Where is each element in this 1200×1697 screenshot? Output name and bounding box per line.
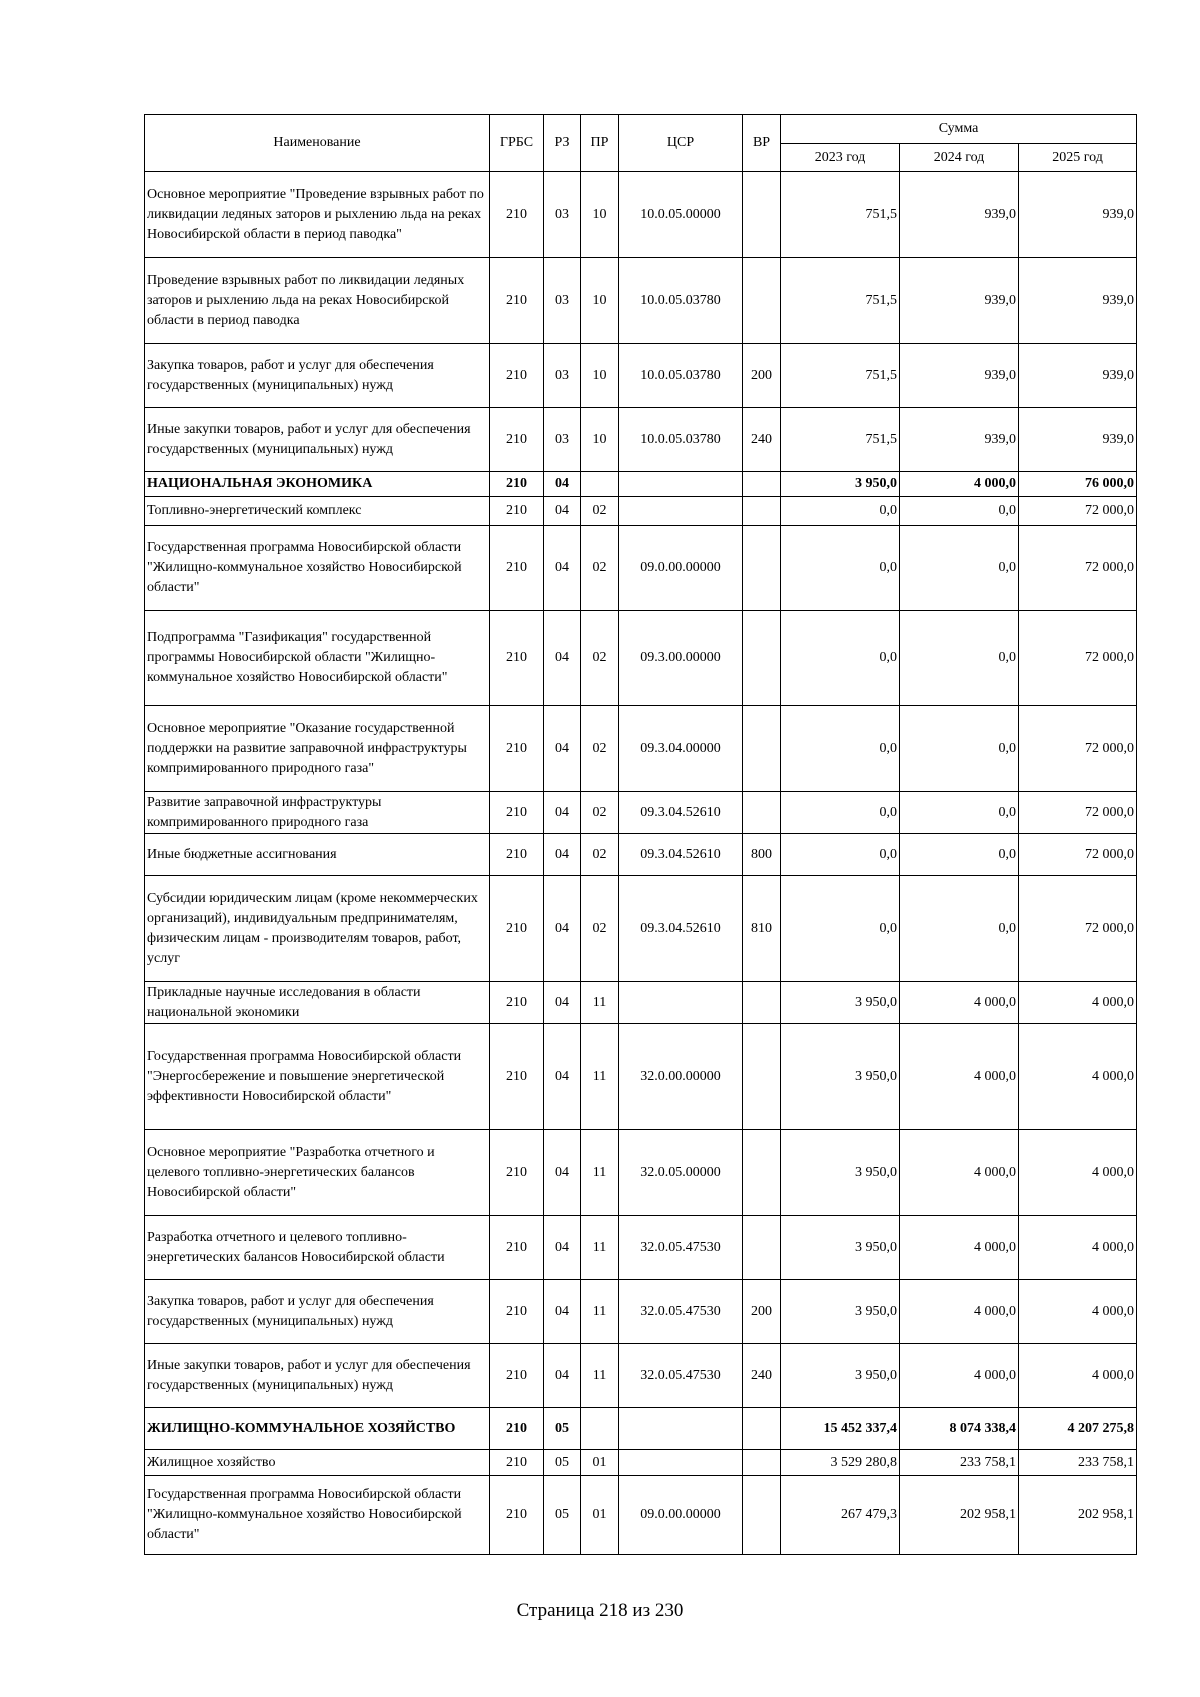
- cell-rz: 03: [544, 258, 581, 344]
- cell-name: Подпрограмма "Газификация" государственной программы Новосибирской области "Жилищно-коммунальное хозяйство Новосибирской области": [145, 611, 490, 706]
- cell-csr: 10.0.05.03780: [619, 344, 743, 408]
- cell-grbs: 210: [490, 172, 544, 258]
- cell-name: Прикладные научные исследования в области национальной экономики: [145, 982, 490, 1024]
- cell-pr: 02: [581, 706, 619, 792]
- cell-grbs: 210: [490, 497, 544, 526]
- cell-name: ЖИЛИЩНО-КОММУНАЛЬНОЕ ХОЗЯЙСТВО: [145, 1408, 490, 1450]
- cell-csr: 10.0.05.03780: [619, 408, 743, 472]
- cell-y2023: 751,5: [781, 258, 900, 344]
- table-row: [145, 172, 1137, 258]
- header-vr: ВР: [743, 115, 781, 172]
- cell-vr: [743, 172, 781, 258]
- cell-rz: 04: [544, 982, 581, 1024]
- cell-grbs: 210: [490, 1216, 544, 1280]
- cell-rz: 04: [544, 834, 581, 876]
- cell-csr: [619, 1408, 743, 1450]
- cell-y2023: 3 950,0: [781, 1024, 900, 1130]
- table-row: [145, 526, 1137, 611]
- cell-vr: [743, 1476, 781, 1555]
- cell-y2024: 0,0: [900, 876, 1019, 982]
- cell-rz: 04: [544, 497, 581, 526]
- cell-name: Проведение взрывных работ по ликвидации ледяных заторов и рыхлению льда на реках Новосибирской области в период паводка: [145, 258, 490, 344]
- header-name: Наименование: [145, 115, 490, 172]
- cell-pr: 10: [581, 408, 619, 472]
- cell-y2024: 202 958,1: [900, 1476, 1019, 1555]
- cell-y2023: 751,5: [781, 344, 900, 408]
- cell-pr: 02: [581, 526, 619, 611]
- cell-vr: [743, 526, 781, 611]
- cell-rz: 04: [544, 706, 581, 792]
- cell-y2023: 3 950,0: [781, 472, 900, 497]
- cell-vr: [743, 982, 781, 1024]
- cell-vr: [743, 611, 781, 706]
- cell-rz: 04: [544, 611, 581, 706]
- cell-csr: 10.0.05.03780: [619, 258, 743, 344]
- cell-csr: [619, 472, 743, 497]
- cell-y2025: 4 000,0: [1019, 1344, 1137, 1408]
- cell-csr: [619, 982, 743, 1024]
- header-csr: ЦСР: [619, 115, 743, 172]
- cell-csr: 10.0.05.00000: [619, 172, 743, 258]
- table-row: [145, 834, 1137, 876]
- cell-rz: 03: [544, 344, 581, 408]
- cell-rz: 04: [544, 472, 581, 497]
- cell-csr: 09.0.00.00000: [619, 1476, 743, 1555]
- cell-y2025: 4 000,0: [1019, 1216, 1137, 1280]
- cell-csr: [619, 1450, 743, 1476]
- cell-pr: 01: [581, 1450, 619, 1476]
- cell-y2023: 3 950,0: [781, 1344, 900, 1408]
- cell-vr: [743, 258, 781, 344]
- cell-vr: [743, 1408, 781, 1450]
- header-rz: РЗ: [544, 115, 581, 172]
- cell-vr: [743, 1130, 781, 1216]
- cell-rz: 05: [544, 1476, 581, 1555]
- table-row: [145, 1130, 1137, 1216]
- table-row: [145, 408, 1137, 472]
- cell-y2024: 4 000,0: [900, 1344, 1019, 1408]
- table-row: [145, 344, 1137, 408]
- header-2024: 2024 год: [900, 144, 1019, 172]
- cell-pr: 11: [581, 1130, 619, 1216]
- table-row: [145, 706, 1137, 792]
- cell-vr: [743, 706, 781, 792]
- cell-name: Государственная программа Новосибирской области "Жилищно-коммунальное хозяйство Новосибирской области": [145, 526, 490, 611]
- budget-table: [144, 114, 1137, 1555]
- cell-csr: [619, 497, 743, 526]
- table-body: [145, 172, 1137, 1555]
- cell-y2023: 3 950,0: [781, 982, 900, 1024]
- cell-y2025: 72 000,0: [1019, 792, 1137, 834]
- cell-y2023: 3 950,0: [781, 1130, 900, 1216]
- table-row: [145, 497, 1137, 526]
- cell-y2023: 0,0: [781, 706, 900, 792]
- cell-vr: [743, 1216, 781, 1280]
- cell-y2024: 0,0: [900, 497, 1019, 526]
- cell-vr: 200: [743, 344, 781, 408]
- cell-csr: 09.3.04.52610: [619, 792, 743, 834]
- table-row: [145, 1450, 1137, 1476]
- cell-y2024: 8 074 338,4: [900, 1408, 1019, 1450]
- cell-name: Развитие заправочной инфраструктуры компримированного природного газа: [145, 792, 490, 834]
- cell-name: Закупка товаров, работ и услуг для обеспечения государственных (муниципальных) нужд: [145, 344, 490, 408]
- cell-y2023: 0,0: [781, 792, 900, 834]
- cell-name: Субсидии юридическим лицам (кроме некоммерческих организаций), индивидуальным предпринимателям, физическим лицам - производителям товаров, работ, услуг: [145, 876, 490, 982]
- cell-y2024: 939,0: [900, 344, 1019, 408]
- header-2023: 2023 год: [781, 144, 900, 172]
- cell-y2024: 0,0: [900, 526, 1019, 611]
- header-sum: Сумма: [781, 115, 1137, 144]
- cell-pr: 11: [581, 1344, 619, 1408]
- cell-vr: [743, 1450, 781, 1476]
- cell-y2025: 939,0: [1019, 172, 1137, 258]
- cell-rz: 05: [544, 1408, 581, 1450]
- cell-pr: 11: [581, 1024, 619, 1130]
- cell-name: Иные закупки товаров, работ и услуг для обеспечения государственных (муниципальных) нужд: [145, 1344, 490, 1408]
- cell-name: Иные закупки товаров, работ и услуг для обеспечения государственных (муниципальных) нужд: [145, 408, 490, 472]
- cell-y2025: 939,0: [1019, 344, 1137, 408]
- table-row: [145, 982, 1137, 1024]
- cell-name: Топливно-энергетический комплекс: [145, 497, 490, 526]
- table-row: [145, 1024, 1137, 1130]
- cell-rz: 03: [544, 408, 581, 472]
- cell-vr: [743, 497, 781, 526]
- cell-rz: 04: [544, 1344, 581, 1408]
- cell-rz: 04: [544, 876, 581, 982]
- cell-pr: 10: [581, 172, 619, 258]
- cell-y2023: 15 452 337,4: [781, 1408, 900, 1450]
- table-row: [145, 1476, 1137, 1555]
- cell-y2024: 939,0: [900, 172, 1019, 258]
- cell-grbs: 210: [490, 792, 544, 834]
- cell-grbs: 210: [490, 834, 544, 876]
- cell-y2025: 4 000,0: [1019, 1024, 1137, 1130]
- cell-y2023: 0,0: [781, 526, 900, 611]
- header-2025: 2025 год: [1019, 144, 1137, 172]
- cell-csr: 09.0.00.00000: [619, 526, 743, 611]
- cell-y2024: 4 000,0: [900, 1216, 1019, 1280]
- cell-y2023: 751,5: [781, 408, 900, 472]
- cell-y2023: 751,5: [781, 172, 900, 258]
- cell-y2025: 233 758,1: [1019, 1450, 1137, 1476]
- cell-y2024: 939,0: [900, 258, 1019, 344]
- cell-name: Государственная программа Новосибирской области "Энергосбережение и повышение энергетической эффективности Новосибирской области": [145, 1024, 490, 1130]
- cell-y2025: 76 000,0: [1019, 472, 1137, 497]
- cell-y2025: 72 000,0: [1019, 611, 1137, 706]
- header-grbs: ГРБС: [490, 115, 544, 172]
- cell-pr: 11: [581, 1216, 619, 1280]
- cell-grbs: 210: [490, 611, 544, 706]
- cell-name: Государственная программа Новосибирской области "Жилищно-коммунальное хозяйство Новосибирской области": [145, 1476, 490, 1555]
- cell-y2025: 72 000,0: [1019, 834, 1137, 876]
- cell-grbs: 210: [490, 1476, 544, 1555]
- cell-y2024: 4 000,0: [900, 472, 1019, 497]
- cell-grbs: 210: [490, 344, 544, 408]
- table-row: [145, 1344, 1137, 1408]
- cell-pr: 01: [581, 1476, 619, 1555]
- cell-csr: 32.0.05.47530: [619, 1280, 743, 1344]
- cell-y2023: 0,0: [781, 497, 900, 526]
- cell-grbs: 210: [490, 1280, 544, 1344]
- table-row: [145, 876, 1137, 982]
- table-row: [145, 1216, 1137, 1280]
- cell-y2023: 0,0: [781, 876, 900, 982]
- cell-y2024: 4 000,0: [900, 1130, 1019, 1216]
- cell-pr: 02: [581, 792, 619, 834]
- cell-vr: [743, 1024, 781, 1130]
- cell-y2024: 939,0: [900, 408, 1019, 472]
- cell-name: Иные бюджетные ассигнования: [145, 834, 490, 876]
- cell-grbs: 210: [490, 408, 544, 472]
- cell-name: Закупка товаров, работ и услуг для обеспечения государственных (муниципальных) нужд: [145, 1280, 490, 1344]
- cell-y2025: 939,0: [1019, 408, 1137, 472]
- cell-grbs: 210: [490, 1024, 544, 1130]
- cell-rz: 04: [544, 1024, 581, 1130]
- cell-name: Основное мероприятие "Оказание государственной поддержки на развитие заправочной инфраструктуры компримированного природного газа": [145, 706, 490, 792]
- table-row: [145, 792, 1137, 834]
- cell-y2025: 72 000,0: [1019, 526, 1137, 611]
- cell-y2023: 0,0: [781, 611, 900, 706]
- cell-pr: 02: [581, 834, 619, 876]
- table-row: [145, 1280, 1137, 1344]
- cell-y2024: 0,0: [900, 611, 1019, 706]
- table-row: [145, 258, 1137, 344]
- cell-pr: [581, 1408, 619, 1450]
- cell-y2023: 267 479,3: [781, 1476, 900, 1555]
- table-row: [145, 472, 1137, 497]
- cell-y2025: 72 000,0: [1019, 706, 1137, 792]
- cell-y2025: 4 000,0: [1019, 982, 1137, 1024]
- cell-grbs: 210: [490, 982, 544, 1024]
- cell-y2025: 72 000,0: [1019, 497, 1137, 526]
- cell-csr: 09.3.00.00000: [619, 611, 743, 706]
- table-row: [145, 1408, 1137, 1450]
- cell-grbs: 210: [490, 1344, 544, 1408]
- cell-y2024: 4 000,0: [900, 982, 1019, 1024]
- cell-name: Жилищное хозяйство: [145, 1450, 490, 1476]
- cell-pr: 02: [581, 611, 619, 706]
- cell-grbs: 210: [490, 876, 544, 982]
- cell-name: НАЦИОНАЛЬНАЯ ЭКОНОМИКА: [145, 472, 490, 497]
- cell-grbs: 210: [490, 1408, 544, 1450]
- cell-csr: 32.0.00.00000: [619, 1024, 743, 1130]
- cell-csr: 09.3.04.52610: [619, 834, 743, 876]
- cell-name: Основное мероприятие "Разработка отчетного и целевого топливно-энергетических балансов Новосибирской области": [145, 1130, 490, 1216]
- cell-pr: 11: [581, 982, 619, 1024]
- cell-y2024: 0,0: [900, 792, 1019, 834]
- cell-rz: 05: [544, 1450, 581, 1476]
- cell-y2024: 4 000,0: [900, 1280, 1019, 1344]
- cell-rz: 04: [544, 1280, 581, 1344]
- cell-grbs: 210: [490, 526, 544, 611]
- cell-csr: 32.0.05.00000: [619, 1130, 743, 1216]
- table-row: [145, 611, 1137, 706]
- cell-y2024: 4 000,0: [900, 1024, 1019, 1130]
- cell-grbs: 210: [490, 472, 544, 497]
- cell-pr: 11: [581, 1280, 619, 1344]
- cell-pr: 10: [581, 258, 619, 344]
- cell-rz: 04: [544, 1130, 581, 1216]
- cell-y2024: 0,0: [900, 834, 1019, 876]
- cell-pr: 02: [581, 497, 619, 526]
- cell-pr: 02: [581, 876, 619, 982]
- cell-y2025: 939,0: [1019, 258, 1137, 344]
- cell-csr: 09.3.04.00000: [619, 706, 743, 792]
- cell-grbs: 210: [490, 706, 544, 792]
- cell-y2023: 3 950,0: [781, 1280, 900, 1344]
- header-pr: ПР: [581, 115, 619, 172]
- cell-y2023: 3 950,0: [781, 1216, 900, 1280]
- cell-name: Основное мероприятие "Проведение взрывных работ по ликвидации ледяных заторов и рыхлению льда на реках Новосибирской области в период паводка": [145, 172, 490, 258]
- cell-vr: [743, 792, 781, 834]
- cell-y2025: 72 000,0: [1019, 876, 1137, 982]
- cell-y2025: 4 000,0: [1019, 1130, 1137, 1216]
- cell-y2024: 0,0: [900, 706, 1019, 792]
- cell-grbs: 210: [490, 258, 544, 344]
- cell-y2025: 202 958,1: [1019, 1476, 1137, 1555]
- cell-vr: 800: [743, 834, 781, 876]
- cell-grbs: 210: [490, 1130, 544, 1216]
- cell-y2023: 3 529 280,8: [781, 1450, 900, 1476]
- cell-csr: 32.0.05.47530: [619, 1344, 743, 1408]
- cell-vr: 200: [743, 1280, 781, 1344]
- page-number: Страница 218 из 230: [516, 1600, 684, 1621]
- header-row-1: [145, 115, 1137, 144]
- cell-y2024: 233 758,1: [900, 1450, 1019, 1476]
- cell-vr: 240: [743, 408, 781, 472]
- cell-csr: 09.3.04.52610: [619, 876, 743, 982]
- cell-rz: 04: [544, 526, 581, 611]
- cell-vr: 810: [743, 876, 781, 982]
- cell-pr: 10: [581, 344, 619, 408]
- cell-vr: [743, 472, 781, 497]
- cell-rz: 04: [544, 792, 581, 834]
- cell-y2025: 4 207 275,8: [1019, 1408, 1137, 1450]
- cell-pr: [581, 472, 619, 497]
- cell-rz: 04: [544, 1216, 581, 1280]
- cell-grbs: 210: [490, 1450, 544, 1476]
- cell-name: Разработка отчетного и целевого топливно-энергетических балансов Новосибирской области: [145, 1216, 490, 1280]
- cell-rz: 03: [544, 172, 581, 258]
- cell-csr: 32.0.05.47530: [619, 1216, 743, 1280]
- cell-vr: 240: [743, 1344, 781, 1408]
- cell-y2025: 4 000,0: [1019, 1280, 1137, 1344]
- cell-y2023: 0,0: [781, 834, 900, 876]
